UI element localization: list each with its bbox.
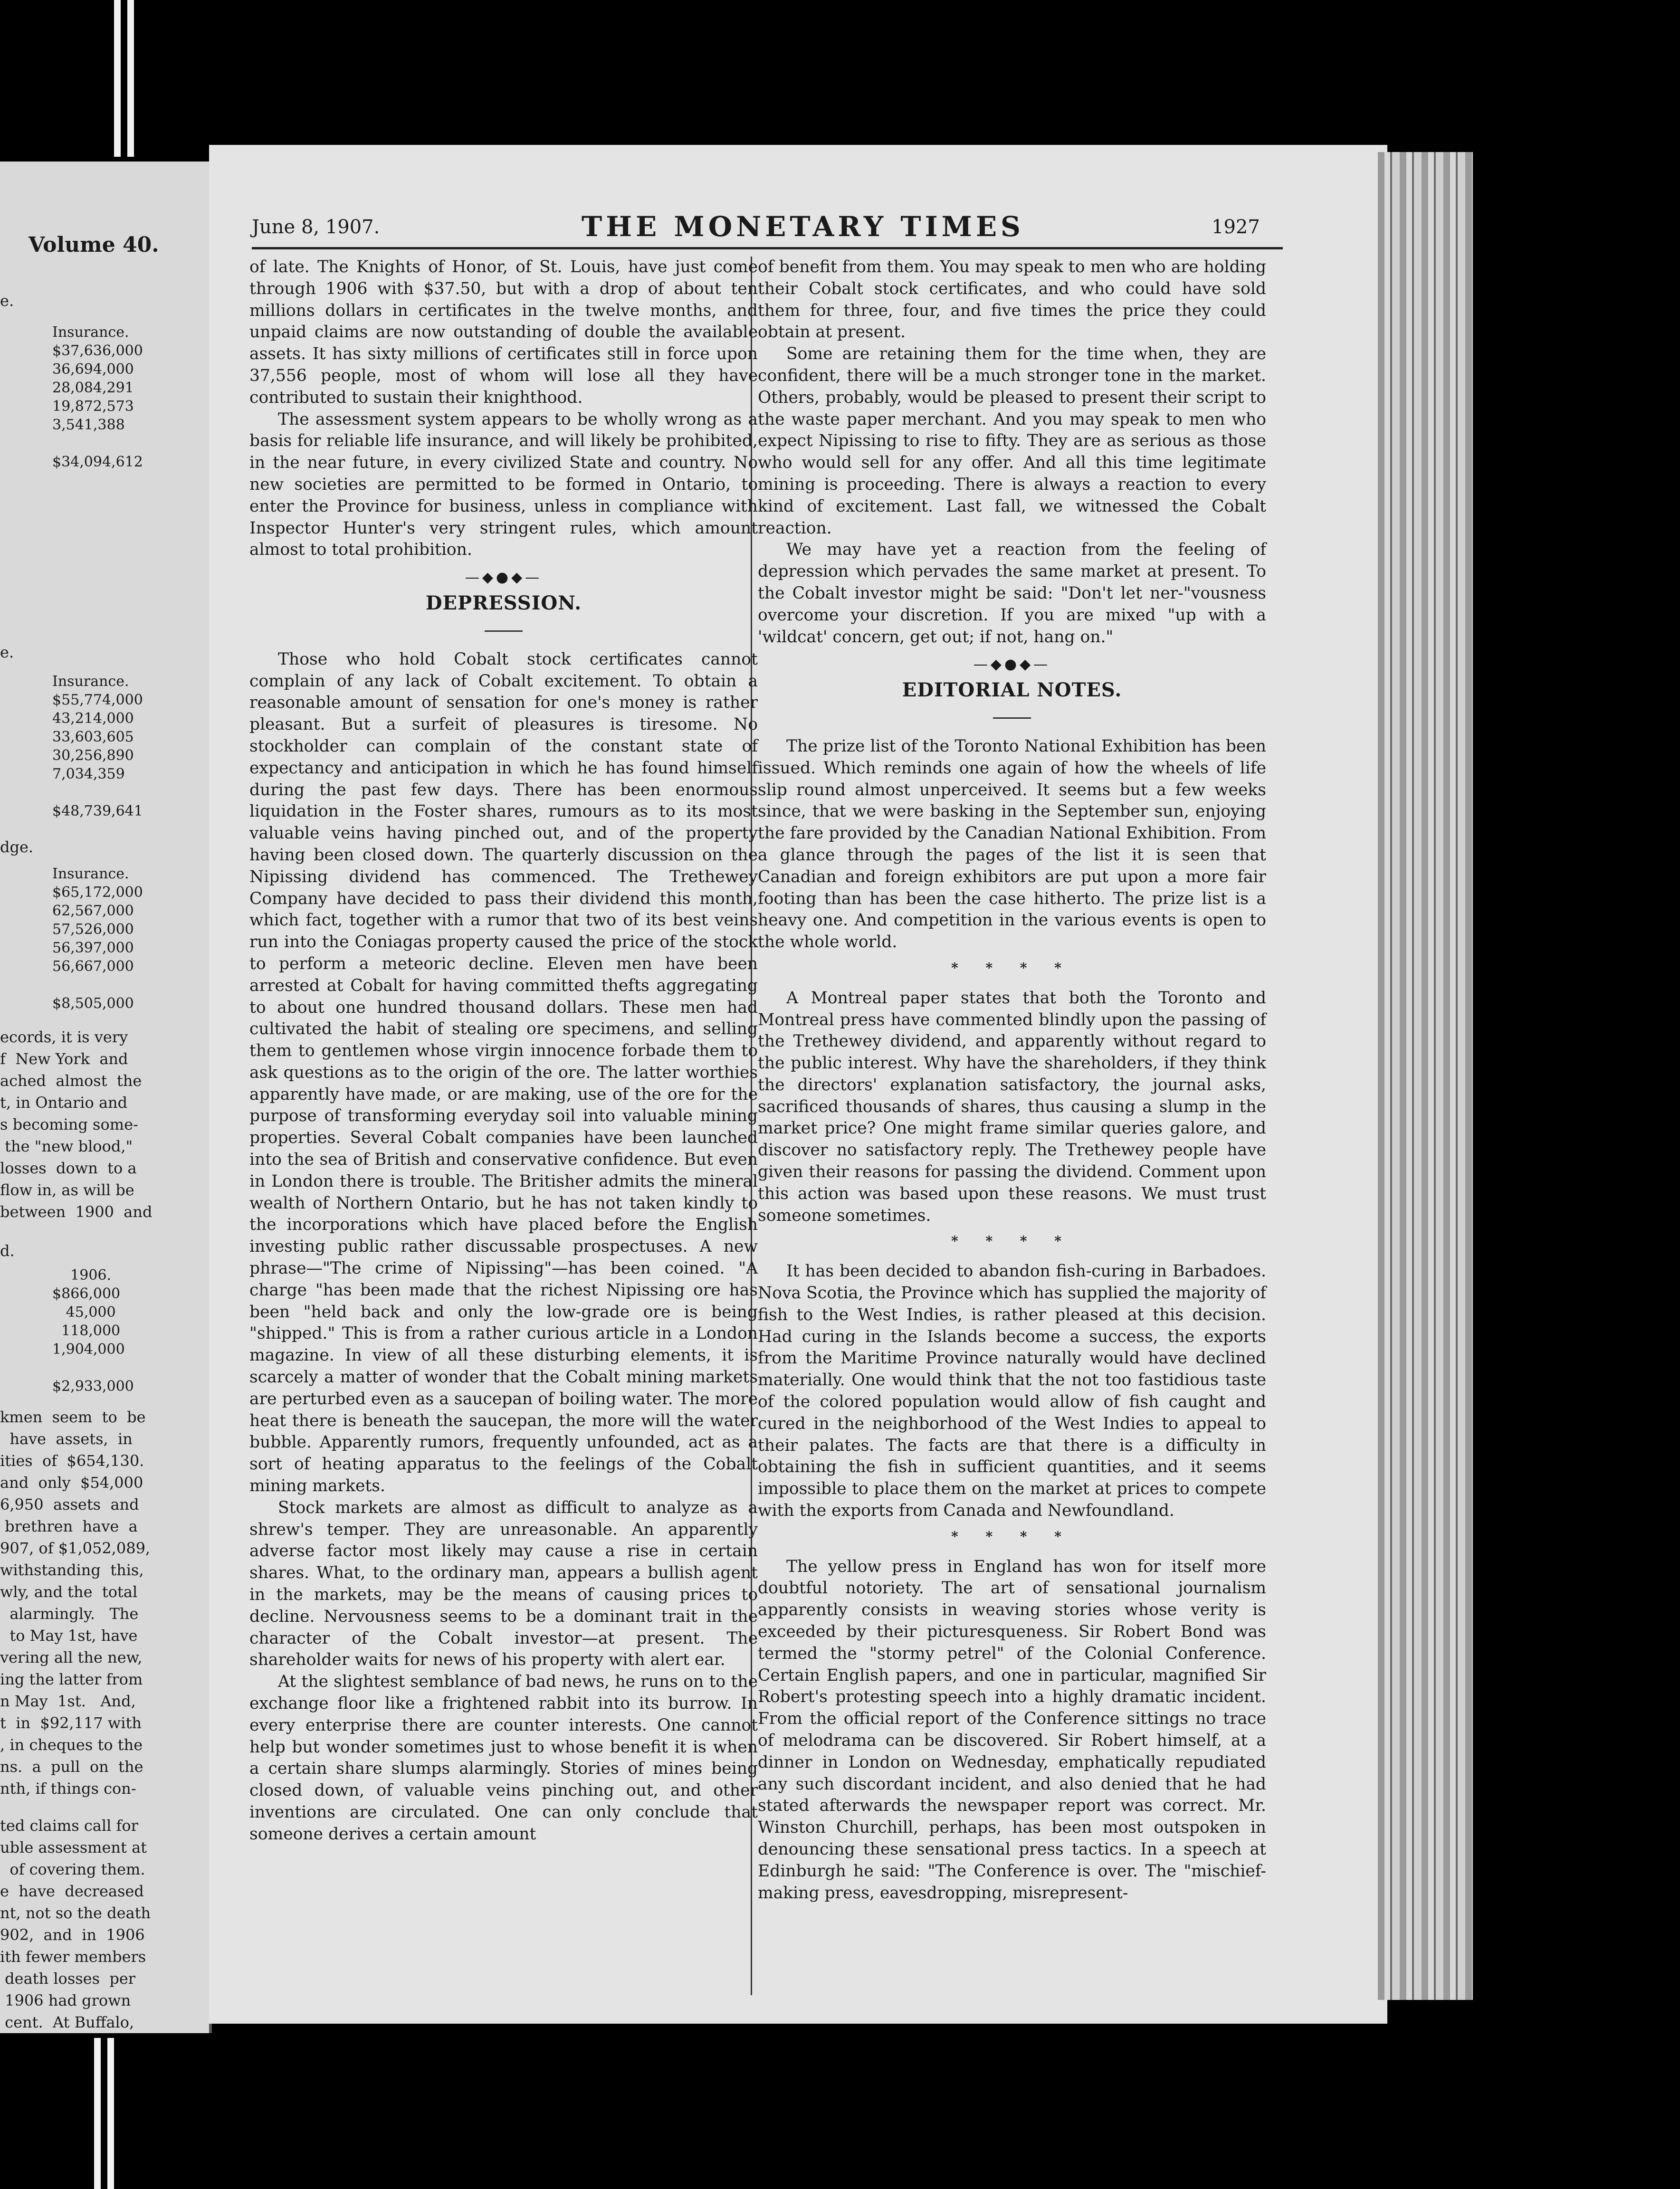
left-page-text-fragment: alarmingly. The xyxy=(0,1605,139,1623)
left-page-text-fragment: f New York and xyxy=(0,1050,128,1068)
left-page-table-cell: Insurance. xyxy=(52,324,129,341)
left-page-text-fragment: losses down to a xyxy=(0,1159,137,1177)
paragraph: A Montreal paper states that both the Toronto and Montreal press have commented blindly upon the passing of the Trethewey dividend, and apparently without regard to the public interest. Why have the shareholders, if they think the directors' explanation satisfactory, the journal asks, sacrificed thousands of shares, thus causing a slump in the market price? One might frame similar queries galore, and discover no satisfactory reply. The Trethewey people have given their reasons for passing the dividend. Comment upon this action was based upon these reasons. We must trust someone sometimes. xyxy=(758,988,1266,1225)
left-page-text-fragment: 1906 had grown xyxy=(0,1991,131,2009)
left-page-table-cell: 57,526,000 xyxy=(52,921,134,938)
paragraph: We may have yet a reaction from the feeling of depression which pervades the same market at present. To the Cobalt investor might be said: "Don't let ner-"vousness overcome your discretion. If you are mixed "up with a 'wildcat' concern, get out; if not, hang on." xyxy=(758,540,1266,647)
left-page-table-cell: 43,214,000 xyxy=(52,710,134,727)
left-page-text-fragment: ities of $654,130. xyxy=(0,1452,144,1470)
left-page-text-fragment: e. xyxy=(0,292,14,310)
paragraph: It has been decided to abandon fish-curing in Barbadoes. Nova Scotia, the Province which has supplied the majority of fish to the West Indies, is rather pleased at this decision. Had curing in the Islands become a success, the exports from the Maritime Province naturally would have declined materially. One would think that the not too fastidious taste of the colored population would allow of fish caught and cured in the neighborhood of the West Indies to appeal to their palates. The facts are that there is a difficulty in obtaining the fish in sufficient quantities, and it seems impossible to place them on the market at prices to compete with the exports from Canada and Newfoundland. xyxy=(758,1262,1266,1521)
ornament-divider: —◆●◆— xyxy=(465,569,543,586)
note-separator: * * * * xyxy=(951,960,1073,976)
left-page-table-cell: 3,541,388 xyxy=(52,417,125,433)
paragraph: At the slightest semblance of bad news, he runs on to the exchange floor like a frightened rabbit into its burrow. In every enterprise there are counter interests. One cannot help but wonder sometimes just to whose benefit it is when a certain share slumps alarmingly. Stories of mines being closed down, of valuable veins pinching out, and other inventions are circulated. One can only conclude that someone derives a certain amount xyxy=(249,1672,758,1844)
masthead-title: THE MONETARY TIMES xyxy=(582,210,1024,243)
left-page-table-cell: 36,694,000 xyxy=(52,361,134,378)
left-page-text-fragment: the "new blood," xyxy=(0,1137,133,1155)
left-page-text-fragment: ecords, it is very xyxy=(0,1028,128,1046)
left-page-text-fragment: e. xyxy=(0,643,14,661)
left-page-text-fragment: and only $54,000 xyxy=(0,1474,143,1492)
left-page-table-cell: $2,933,000 xyxy=(52,1378,134,1395)
left-page-table-cell: $866,000 xyxy=(52,1285,121,1302)
left-page-text-fragment: ing the latter from xyxy=(0,1670,143,1688)
left-page-text-fragment: t in $92,117 with xyxy=(0,1714,142,1732)
left-page-table-cell: 56,667,000 xyxy=(52,958,134,975)
left-page-text-fragment: n May 1st. And, xyxy=(0,1692,136,1710)
left-page-table-cell: 7,034,359 xyxy=(52,766,125,782)
left-page-text-fragment: ted claims call for xyxy=(0,1817,138,1835)
left-page-text-fragment: t, in Ontario and xyxy=(0,1094,128,1112)
issue-date: June 8, 1907. xyxy=(252,216,380,238)
left-page-text-fragment: uble assessment at xyxy=(0,1838,147,1856)
film-strip-mark xyxy=(107,2038,114,2189)
paragraph: of late. The Knights of Honor, of St. Louis, have just come through 1906 with $37.50, but with a drop of about ten millions dollars in certificates in the twelve months, and unpaid claims are now outstanding of double the available assets. It has sixty millions of certificates still in force upon 37,556 people, most of whom will lose all they have contributed to sustain their knighthood. xyxy=(249,257,758,407)
left-page-table-cell: $37,636,000 xyxy=(52,343,143,359)
short-rule xyxy=(485,630,523,632)
left-page-table-cell: $8,505,000 xyxy=(52,995,134,1012)
left-page-text-fragment: d. xyxy=(0,1242,15,1260)
left-page-text-fragment: cent. At Buffalo, xyxy=(0,2013,134,2031)
newspaper-page xyxy=(209,145,1387,2024)
article-column-left xyxy=(249,257,758,1846)
article-column-right xyxy=(758,257,1266,1904)
left-page-volume: Volume 40. xyxy=(29,233,159,257)
left-page-text-fragment: s becoming some- xyxy=(0,1115,138,1133)
left-facing-page xyxy=(0,162,212,2033)
left-page-text-fragment: flow in, as will be xyxy=(0,1181,134,1199)
left-page-text-fragment: e have decreased xyxy=(0,1882,144,1900)
left-page-table-cell: 1,904,000 xyxy=(52,1341,125,1358)
left-page-text-fragment: of covering them. xyxy=(0,1860,145,1878)
film-strip-mark xyxy=(94,2038,101,2189)
left-page-text-fragment: death losses per xyxy=(0,1970,136,1988)
left-page-text-fragment: to May 1st, have xyxy=(0,1627,138,1645)
left-page-table-cell: Insurance. xyxy=(52,866,129,882)
note-separator: * * * * xyxy=(951,1528,1073,1544)
short-rule xyxy=(993,717,1031,719)
left-page-table-cell: $55,774,000 xyxy=(52,692,143,708)
left-page-table-cell: 56,397,000 xyxy=(52,940,134,956)
left-page-text-fragment: ns. a pull on the xyxy=(0,1758,143,1776)
left-page-text-fragment: 6,950 assets and xyxy=(0,1495,139,1513)
left-page-table-cell: Insurance. xyxy=(52,673,129,690)
note-separator: * * * * xyxy=(951,1233,1073,1249)
left-page-table-cell: $34,094,612 xyxy=(52,454,143,470)
paragraph: Those who hold Cobalt stock certificates cannot complain of any lack of Cobalt excitement. To obtain a reasonable amount of sensation for one's money is rather pleasant. But a surfeit of pleasures is tiresome. No stockholder can complain of the constant state of expectancy and anticipation in which he has found himself during the past few days. There has been enormous liquidation in the Foster shares, rumours as to its most valuable veins having pinched out, and of the property having been closed down. The quarterly discussion on the Nipissing dividend has commenced. The Trethewey Company have decided to pass their dividend this month, which fact, together with a rumor that two of its best veins run into the Coniagas property caused the price of the stock to perform a meteoric decline. Eleven men have been arrested at Cobalt for having committed thefts aggregating to about one hundred thousand dollars. These men had cultivated the habit of stealing ore specimens, and selling them to gentlemen whose virgin innocence forbade them to ask questions as to the origin of the ore. The latter worthies apparently have made, or are making, use of the ore for the purpose of transforming everyday soil into valuable mining properties. Several Cobalt companies have been launched into the sea of British and conservative confidence. But even in London there is trouble. The Britisher admits the mineral wealth of Northern Ontario, but he has not taken kindly to the incorporations which have placed before the English investing public rather discussable prospectuses. A new phrase—"The crime of Nipissing"—has been coined. "A charge "has been made that the richest Nipissing ore has been "held back and only the low-grade ore is being "shipped." This is from a rather curious article in a London magazine. In view of all these disturbing elements, it is scarcely a matter of wonder that the Cobalt mining markets are perturbed even as a saucepan of boiling water. The more heat there is beneath the saucepan, the more will the water bubble. Apparently rumors, frequently unfounded, act as a sort of heating apparatus to the feelings of the Cobalt mining markets. xyxy=(249,649,758,1496)
left-page-table-cell: 33,603,605 xyxy=(52,729,134,745)
paragraph: Some are retaining them for the time when, they are confident, there will be a much stronger tone in the market. Others, probably, would be pleased to present their script to the waste paper merchant. And you may speak to men who expect Nipissing to rise to fifty. They are as serious as those who would sell for any offer. And all this time legitimate mining is proceeding. There is always a reaction to every kind of excitement. Last fall, we witnessed the Cobalt reaction. xyxy=(758,344,1266,538)
left-page-text-fragment: 907, of $1,052,089, xyxy=(0,1539,151,1557)
left-page-text-fragment: between 1900 and xyxy=(0,1203,153,1221)
left-page-table-cell: 30,256,890 xyxy=(52,747,134,764)
left-page-table-cell: 28,084,291 xyxy=(52,380,134,396)
left-page-table-cell: 118,000 xyxy=(52,1323,121,1339)
header-rule xyxy=(252,247,1283,249)
left-page-table-cell: $48,739,641 xyxy=(52,803,143,819)
film-strip-mark xyxy=(114,0,121,157)
section-heading-editorial-notes: EDITORIAL NOTES. xyxy=(902,679,1122,702)
left-page-text-fragment: dge. xyxy=(0,838,34,856)
paragraph: of benefit from them. You may speak to men who are holding their Cobalt stock certificates, and who could have sold them for three, four, and five times the price they could obtain at present. xyxy=(758,257,1266,342)
page-number: 1927 xyxy=(1212,216,1260,238)
left-page-text-fragment: kmen seem to be xyxy=(0,1408,146,1426)
left-page-text-fragment: brethren have a xyxy=(0,1517,138,1535)
left-page-text-fragment: withstanding this, xyxy=(0,1561,144,1579)
left-page-text-fragment: , in cheques to the xyxy=(0,1736,143,1754)
left-page-text-fragment: ached almost the xyxy=(0,1072,142,1090)
left-page-table-cell: 19,872,573 xyxy=(52,398,134,415)
left-page-text-fragment: 902, and in 1906 xyxy=(0,1926,145,1944)
left-page-text-fragment: ith fewer members xyxy=(0,1948,146,1966)
ornament-divider: —◆●◆— xyxy=(973,656,1051,673)
paragraph: The yellow press in England has won for itself more doubtful notoriety. The art of sensational journalism apparently consists in weaving stories whose verity is exceeded by their picturesqueness. Sir Robert Bond was termed the "stormy petrel" of the Colonial Conference. Certain English papers, and one in particular, magnified Sir Robert's protesting speech into a highly dramatic incident. From the official report of the Conference sittings no trace of melodrama can be discovered. Sir Robert himself, at a dinner in London on Wednesday, emphatically repudiated any such discordant incident, and also denied that he had stated afterwards the newspaper report was correct. Mr. Winston Churchill, perhaps, has been most outspoken in denouncing these sensational press tactics. In a speech at Edinburgh he said: "The Conference is over. The "mischief-making press, eavesdropping, misrepresent- xyxy=(758,1557,1266,1903)
book-page-edges xyxy=(1378,152,1473,2000)
paragraph: The assessment system appears to be wholly wrong as a basis for reliable life insurance, and will likely be prohibited, in the near future, in every civilized State and country. No new societies are permitted to be formed in Ontario, to enter the Province for business, unless in compliance with Inspector Hunter's very stringent rules, which amount almost to total prohibition. xyxy=(249,409,758,560)
paragraph: Stock markets are almost as difficult to analyze as a shrew's temper. They are unreasonable. An apparently adverse factor most likely may cause a rise in certain shares. What, to the ordinary man, appears a bullish agent in the markets, may be the means of causing prices to decline. Nervousness seems to be a dominant trait in the character of the Cobalt investor—at present. The shareholder waits for news of his property with alert ear. xyxy=(249,1498,758,1670)
paragraph: The prize list of the Toronto National Exhibition has been issued. Which reminds one again of how the wheels of life slip round almost unperceived. It seems but a few weeks since, that we were basking in the September sun, enjoying the fare provided by the Canadian National Exhibition. From a glance through the pages of the list it is seen that Canadian and foreign exhibitors are put upon a more fair footing than has been the case hitherto. The prize list is a heavy one. And competition in the various events is open to the whole world. xyxy=(758,736,1266,952)
left-page-text-fragment: have assets, in xyxy=(0,1430,133,1448)
left-page-table-cell: 1906. xyxy=(52,1267,112,1284)
left-page-text-fragment: wly, and the total xyxy=(0,1583,138,1601)
left-page-text-fragment: nth, if things con- xyxy=(0,1780,136,1798)
left-page-table-cell: 62,567,000 xyxy=(52,903,134,919)
left-page-table-cell: $65,172,000 xyxy=(52,884,143,901)
left-page-text-fragment: vering all the new, xyxy=(0,1648,143,1666)
left-page-text-fragment: nt, not so the death xyxy=(0,1904,151,1922)
left-page-table-cell: 45,000 xyxy=(52,1304,116,1321)
film-strip-mark xyxy=(127,0,134,157)
section-heading-depression: DEPRESSION. xyxy=(425,591,582,614)
